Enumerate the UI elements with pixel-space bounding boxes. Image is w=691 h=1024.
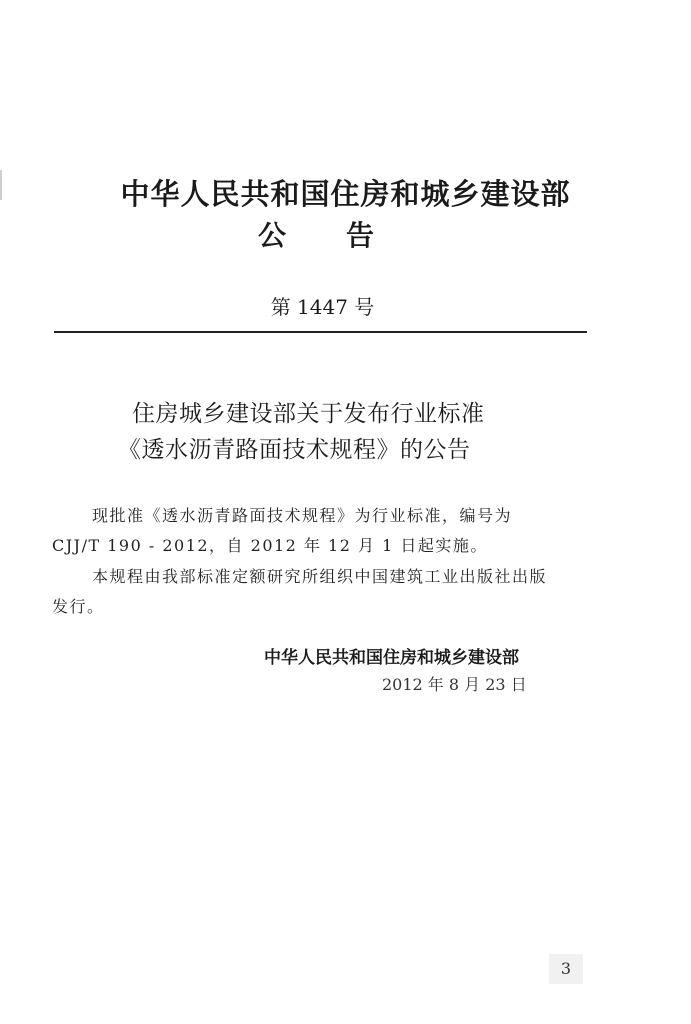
header-divider — [54, 331, 587, 333]
notice-title — [258, 214, 374, 254]
notice-title-char-2: 告 — [346, 219, 375, 252]
body-paragraph-2-line-1: 本规程由我部标准定额研究所组织中国建筑工业出版社出版 — [92, 567, 548, 586]
body-paragraph-2-line-2: 发行。 — [52, 597, 105, 616]
page-number: 3 — [549, 954, 583, 984]
document-number: 第 1447 号 — [270, 295, 375, 319]
body-paragraph-1-line-1: 现批准《透水沥青路面技术规程》为行业标准，编号为 — [92, 506, 513, 525]
body-paragraph-1-line-2: CJJ/T 190 - 2012，自 2012 年 12 月 1 日起实施。 — [52, 536, 488, 555]
announcement-heading-line-1: 住房城乡建设部关于发布行业标准 — [132, 401, 485, 427]
signature-date: 2012 年 8 月 23 日 — [382, 675, 527, 694]
announcement-heading-line-2: 《透水沥青路面技术规程》的公告 — [118, 437, 471, 463]
notice-title-char-1: 公 — [258, 219, 287, 252]
signature-organization: 中华人民共和国住房和城乡建设部 — [264, 648, 519, 668]
ministry-title: 中华人民共和国住房和城乡建设部 — [120, 177, 571, 211]
